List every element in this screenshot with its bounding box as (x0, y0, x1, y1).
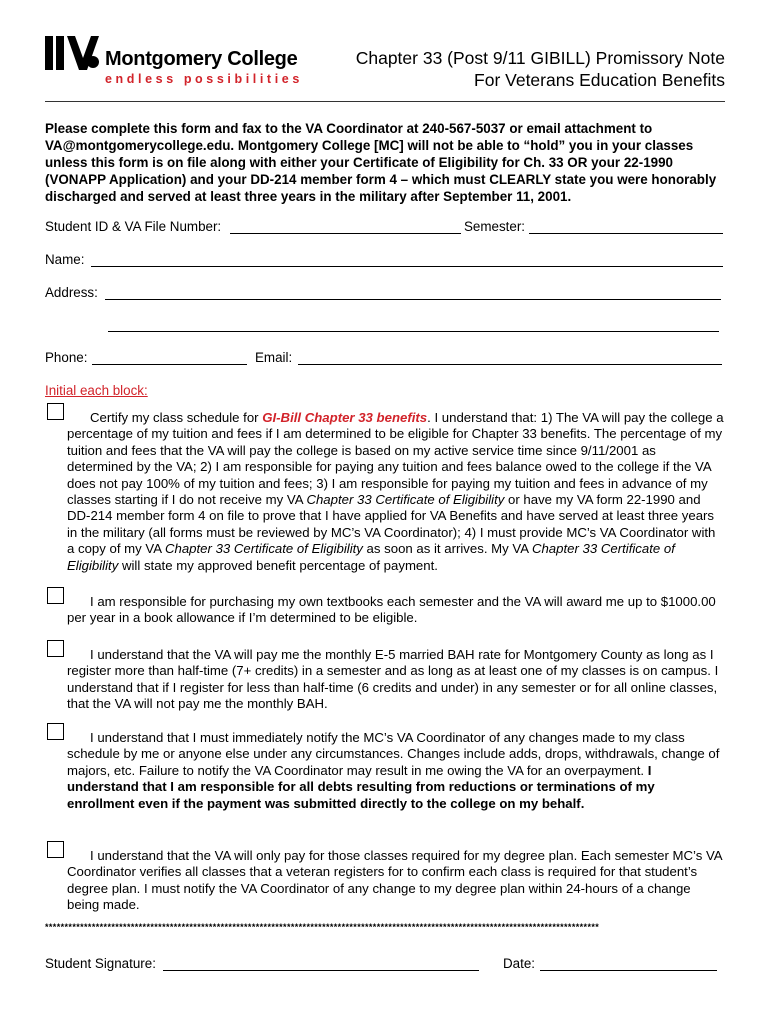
initial-checkbox-5[interactable] (47, 841, 64, 858)
college-logo (45, 34, 345, 94)
block-1-part-2: . I understand that: 1) The VA will pay the college a percentage of my tuition and fees if I am determined to be eligible for Chapter 33 benefits. The percentage of my tuition and fees that the VA will pay the college is based on my active service time since 9/11/2001 as determined by the VA; 2) I am responsible for paying any tuition and fees balance owed to the college if the VA does not pay 100% of my tuition and fees; 3) I am responsible for paying my tuition and fees in advance of my classes starting if I do not receive my VA (67, 410, 724, 508)
name-field[interactable] (91, 265, 723, 267)
block-1-part-5: will state my approved benefit percentage of payment. (118, 557, 438, 573)
logo-tagline: endless possibilities (105, 72, 303, 86)
initial-heading: Initial each block: (45, 383, 148, 398)
block-1-italic-2: Chapter 33 Certificate of Eligibility (164, 541, 363, 557)
student-id-label: Student ID & VA File Number: (45, 219, 222, 234)
college-logo-icon (45, 36, 101, 70)
block-1-highlight: GI-Bill Chapter 33 benefits (262, 410, 428, 425)
block-5-text (67, 848, 725, 914)
block-2-content: I am responsible for purchasing my own textbooks each semester and the VA will award me up to $1000.00 per year in a book allowance if I’m determined to be eligible. (67, 594, 716, 626)
logo-name: Montgomery College (105, 48, 298, 70)
email-field[interactable] (298, 363, 722, 365)
date-label: Date: (503, 956, 536, 971)
form-title (356, 47, 725, 91)
block-4-text (67, 730, 725, 812)
initial-checkbox-4[interactable] (47, 723, 64, 740)
student-signature-field[interactable] (163, 969, 479, 971)
asterisk-separator: ********************************************************************************************************************************************** (45, 922, 600, 932)
block-5-content: I understand that the VA will only pay for those classes required for my degree plan. Each semester MC’s VA Coordinator verifies all classes that a veteran registers for to confirm each class is required for that student’s degree plan. I must notify the VA Coordinator of any change to my degree plan within 24-hours of a change being made. (67, 848, 722, 913)
header-divider (45, 101, 725, 102)
name-label: Name: (45, 252, 85, 267)
initial-checkbox-3[interactable] (47, 640, 64, 657)
initial-checkbox-2[interactable] (47, 587, 64, 604)
block-2-text (67, 594, 725, 627)
address-label: Address: (45, 285, 98, 300)
student-id-field[interactable] (230, 232, 461, 234)
block-1-italic-3: Chapter 33 Certificate of Eligibility (67, 541, 675, 573)
student-signature-label: Student Signature: (45, 956, 156, 971)
phone-field[interactable] (92, 363, 247, 365)
block-1-part-1: Certify my class schedule for (90, 410, 263, 425)
block-1-italic-1: Chapter 33 Certificate of Eligibility (306, 492, 505, 508)
instructions-text: Please complete this form and fax to the VA Coordinator at 240-567-5037 or email attachment to VA@montgomerycollege.edu. Montgomery College [MC] will not be able to “hold” you in your classes unless this form is on file along with either your Certificate of Eligibility for Ch. 33 OR your 22-1990 (VONAPP Application) and your DD-214 member form 4 – which must CLEARLY state you were honorably discharged and served at least three years in the military after September 11, 2001. (45, 121, 717, 204)
block-1-text (67, 410, 725, 574)
initial-checkbox-1[interactable] (47, 403, 64, 420)
block-1-part-3: or have my VA form 22-1990 and DD-214 member form 4 on file to prove that I have applied for VA Benefits and have served at least three years in the military (all forms must be reviewed by MC’s VA Coordinator); 4) I must provide MC’s VA Coordinator with a copy of my VA (67, 492, 716, 557)
form-title-line1: Chapter 33 (Post 9/11 GIBILL) Promissory Note (355, 48, 725, 68)
email-label: Email: (255, 350, 293, 365)
phone-label: Phone: (45, 350, 88, 365)
address-field-line1[interactable] (105, 298, 721, 300)
block-3-content: I understand that the VA will pay me the monthly E-5 married BAH rate for Montgomery County as long as I register more than half-time (7+ credits) in a semester and as long as at least one of my classes is on campus. I understand that if I register for less than half-time (6 credits and under) in any semester or for all online classes, that the VA will not pay me the monthly BAH. (67, 647, 719, 712)
date-field[interactable] (540, 969, 717, 971)
semester-field[interactable] (529, 232, 723, 234)
form-title-line2: For Veterans Education Benefits (474, 70, 725, 90)
block-3-text (67, 647, 725, 713)
block-1-part-4: as soon as it arrives. My VA (362, 541, 532, 557)
block-4-part-1: I understand that I must immediately notify the MC’s VA Coordinator of any changes made to my class schedule by me or anyone else under any circumstances. Changes include adds, drops, withdrawals, change of majors, etc. Failure to notify the VA Coordinator may result in me owing the VA for an overpayment. (67, 730, 720, 778)
block-4-bold: I understand that I am responsible for all debts resulting from reductions or terminations of my enrollment even if the payment was submitted directly to the college on my behalf. (67, 762, 655, 811)
semester-label: Semester: (464, 219, 526, 234)
address-field-line2[interactable] (108, 330, 719, 332)
